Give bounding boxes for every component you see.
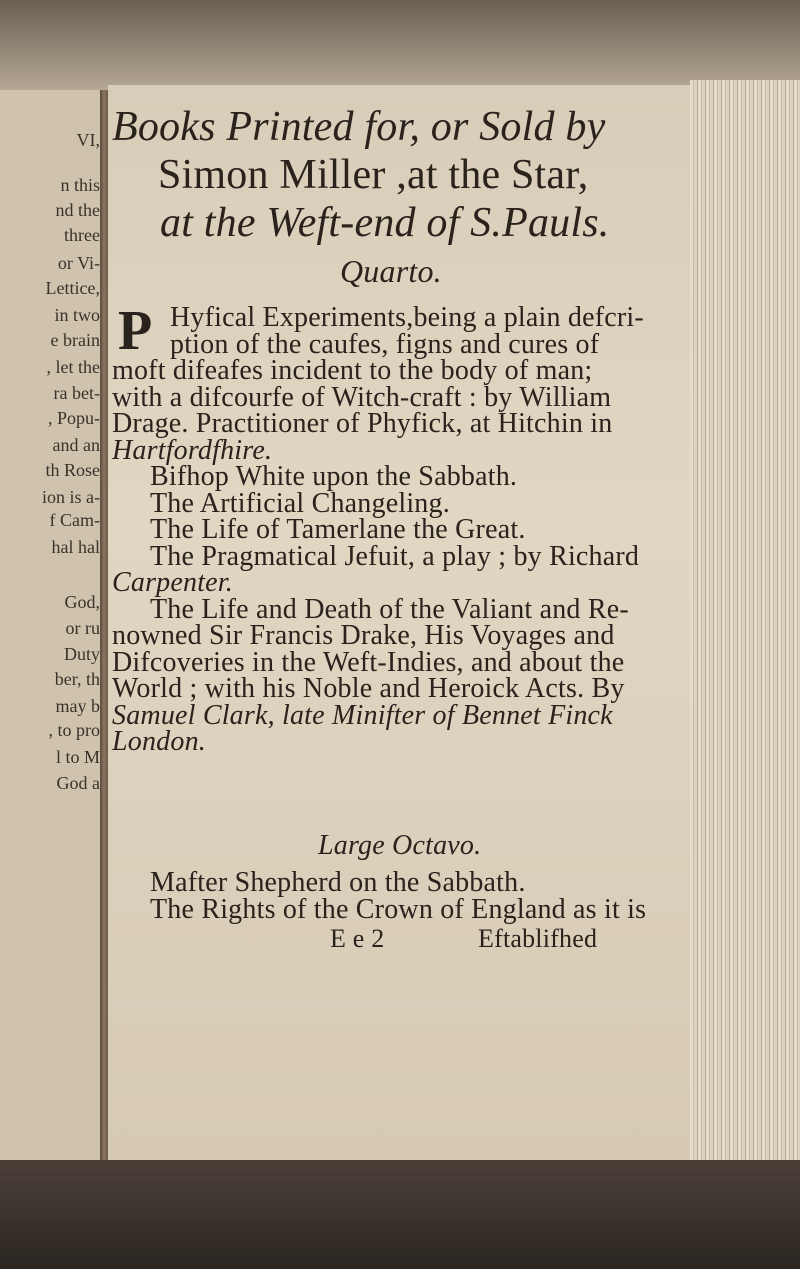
signature-mark: E e 2: [330, 924, 385, 953]
fragment-line: VI,: [76, 130, 100, 150]
fragment-line: nd the: [55, 200, 100, 220]
text-line: Samuel Clark, late Minifter of Bennet Finck: [112, 699, 613, 731]
fragment-line: , to pro: [48, 720, 100, 740]
section-heading-octavo: Large Octavo.: [318, 830, 482, 861]
fragment-line: or Vi-: [57, 253, 100, 273]
fragment-line: God a: [56, 773, 100, 793]
fragment-line: Lettice,: [45, 278, 100, 298]
text-line: The Pragmatical Jefuit, a play ; by Richard: [150, 540, 640, 572]
text-line: The Artificial Changeling.: [150, 487, 450, 519]
text-line: World ; with his Noble and Heroick Acts. By: [112, 673, 625, 704]
fragment-line: may b: [55, 696, 100, 716]
gutter: [100, 90, 108, 1165]
fragment-line: in two: [54, 305, 100, 325]
fragment-line: ra bet-: [53, 383, 100, 403]
background-bottom: [0, 1160, 800, 1269]
text-line: Drage. Practitioner of Phyfick, at Hitchin in: [112, 408, 613, 439]
text-line: Hartfordfhire.: [112, 434, 273, 466]
text-line: Mafter Shepherd on the Sabbath.: [150, 867, 526, 898]
text-line: The Life of Tamerlane the Great.: [150, 514, 526, 545]
catchword: Eftablifhed: [478, 924, 598, 953]
fragment-line: th Rose: [45, 460, 100, 480]
fragment-line: e brain: [50, 330, 100, 350]
background-top: [0, 0, 800, 95]
fragment-line: f Cam-: [49, 510, 100, 530]
fragment-line: ion is a-: [42, 487, 100, 507]
text-line: with a difcourfe of Witch-craft : by William: [112, 381, 612, 413]
fragment-line: God,: [64, 592, 100, 612]
drop-cap: P: [118, 300, 153, 362]
text-line: ption of the caufes, figns and cures of: [170, 328, 600, 360]
text-line: Difcoveries in the Weft-Indies, and about the: [112, 646, 625, 678]
fragment-line: , Popu-: [47, 408, 100, 428]
fragment-line: l to M: [55, 747, 100, 767]
fragment-line: hal hal: [51, 537, 100, 557]
header-line-3: at the Weft-end of S.Pauls.: [160, 200, 610, 246]
fragment-line: Duty: [64, 644, 100, 664]
page-edges: [690, 80, 800, 1170]
text-line: nowned Sir Francis Drake, His Voyages and: [112, 620, 615, 651]
text-line: moft difeafes incident to the body of man;: [112, 355, 593, 386]
text-line: The Life and Death of the Valiant and Re-: [150, 593, 629, 625]
fragment-line: three: [64, 225, 100, 245]
fragment-line: or ru: [65, 618, 100, 638]
text-line: London.: [112, 726, 206, 757]
text-line: Carpenter.: [112, 567, 233, 598]
fragment-line: and an: [52, 435, 100, 455]
header-line-1: Books Printed for, or Sold by: [112, 104, 606, 150]
header-line-2: Simon Miller ,at the Star,: [158, 152, 589, 198]
text-line: The Rights of the Crown of England as it is: [150, 894, 647, 925]
text-line: Bifhop White upon the Sabbath.: [150, 461, 518, 492]
fragment-line: ber, th: [54, 669, 100, 689]
text-line: Hyfical Experiments,being a plain defcri-: [170, 302, 644, 333]
fragment-line: , let the: [46, 357, 100, 377]
fragment-line: n this: [60, 175, 100, 195]
section-heading-quarto: Quarto.: [340, 253, 442, 289]
